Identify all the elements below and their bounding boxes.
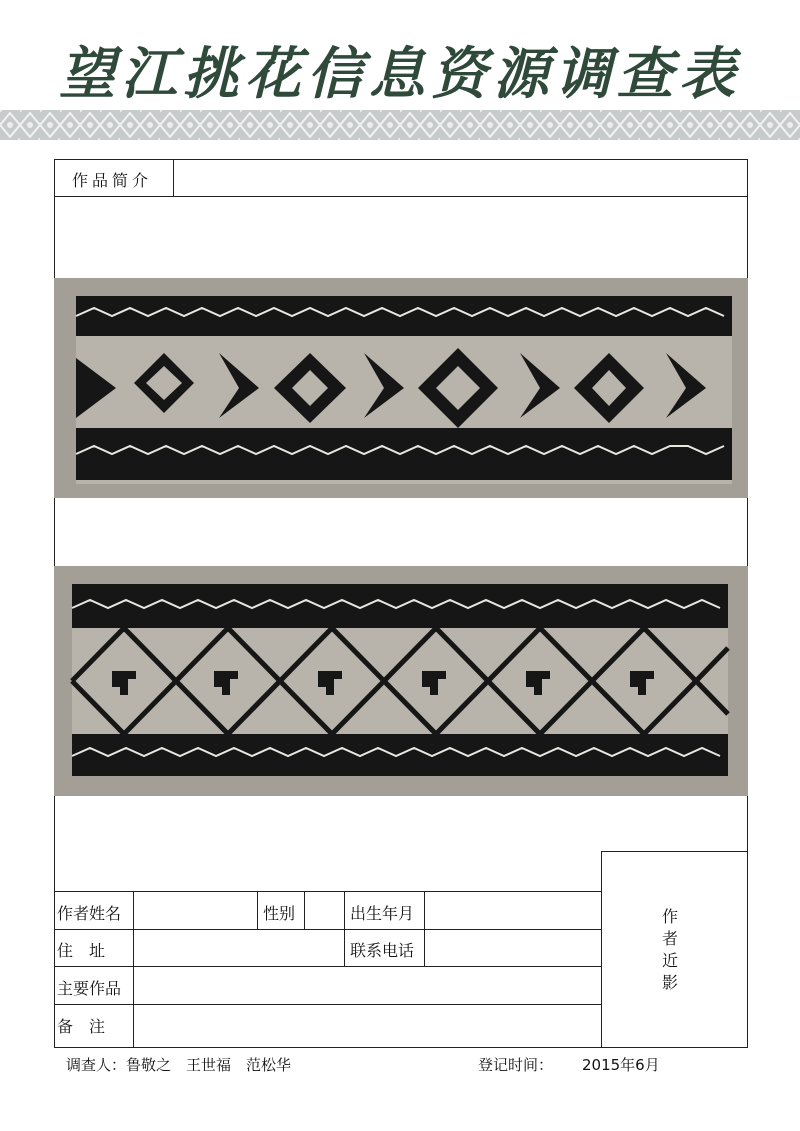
divider	[54, 1004, 601, 1005]
embroidery-photo-1	[54, 278, 748, 498]
investigators: 调查人：鲁敬之 王世福 范松华	[66, 1056, 292, 1074]
author-photo-label	[662, 906, 678, 994]
divider	[344, 891, 345, 966]
date-value: 2015年6月	[582, 1056, 660, 1074]
photo-label-char: 作	[662, 907, 679, 926]
divider	[304, 891, 305, 929]
divider	[54, 966, 601, 967]
address-label: 住 址	[57, 941, 106, 960]
divider	[54, 929, 601, 930]
decorative-pattern-band	[0, 110, 800, 140]
photo-label-char: 影	[662, 973, 679, 992]
divider	[601, 851, 602, 1048]
remarks-label: 备 注	[57, 1017, 106, 1036]
divider	[424, 891, 425, 966]
photo-label-char: 者	[662, 929, 679, 948]
gender-label: 性别	[263, 904, 296, 923]
birth-label: 出生年月	[350, 904, 415, 923]
photo-label-char: 近	[662, 951, 679, 970]
divider	[601, 851, 748, 852]
author-name-label: 作者姓名	[57, 904, 122, 923]
divider	[257, 891, 258, 929]
divider	[54, 891, 601, 892]
intro-label: 作品简介	[72, 171, 153, 190]
divider	[173, 159, 174, 196]
works-label: 主要作品	[57, 979, 122, 998]
embroidery-photo-2	[54, 566, 748, 796]
phone-label: 联系电话	[350, 941, 415, 960]
divider	[54, 196, 748, 197]
date-label: 登记时间：	[478, 1056, 554, 1074]
page-title: 望江挑花信息资源调查表	[59, 41, 741, 107]
divider	[133, 891, 134, 1048]
